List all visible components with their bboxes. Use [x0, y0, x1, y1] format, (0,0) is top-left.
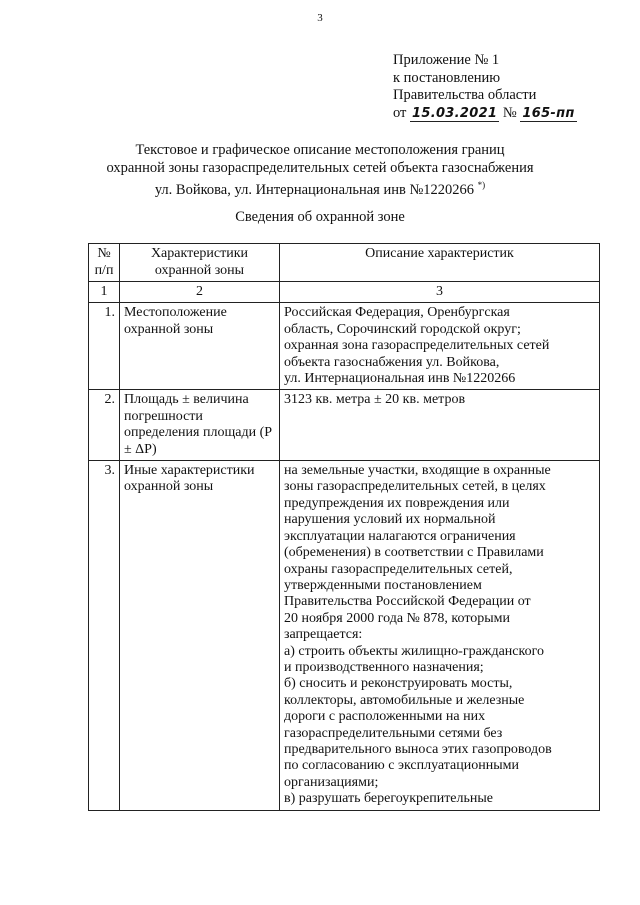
row-num: 2. — [89, 390, 120, 461]
description-line: ул. Интернациональная инв №1220266 — [284, 371, 516, 387]
number-prefix: № — [502, 104, 517, 121]
handwritten-date: 15.03.2021 — [412, 105, 498, 121]
document-title — [0, 142, 640, 199]
footnote-mark: *) — [477, 180, 486, 190]
appendix-line-1: Приложение № 1 — [393, 52, 500, 68]
row-characteristic: Местоположение охранной зоны — [120, 303, 280, 390]
title-line-3 — [0, 177, 640, 199]
description-line: в) разрушать берегоукрепительные — [284, 791, 494, 807]
row-description — [280, 303, 600, 390]
description-line: охраны газораспределительных сетей, — [284, 561, 513, 577]
table-row — [89, 390, 600, 461]
row-num: 3. — [89, 461, 120, 811]
index-cell-1: 1 — [89, 282, 120, 303]
appendix-date-line — [393, 105, 633, 123]
description-line: объекта газоснабжения ул. Войкова, — [284, 354, 500, 370]
description-line: дороги с расположенными на них — [284, 709, 486, 725]
description-line: газораспределительными сетями без — [284, 725, 503, 741]
description-line: на земельные участки, входящие в охранные — [284, 463, 551, 479]
description-line: по согласованию с эксплуатационными — [284, 758, 519, 774]
table-index-row — [89, 282, 600, 303]
title-line-3-text: ул. Войкова, ул. Интернациональная инв №1220266 — [154, 181, 475, 198]
description-line: а) строить объекты жилищно-гражданского — [284, 643, 544, 659]
header-num: № п/п — [89, 244, 120, 282]
title-line-1: Текстовое и графическое описание местоположения границ — [135, 142, 505, 158]
description-line: 3123 кв. метра ± 20 кв. метров — [284, 392, 466, 408]
description-line: Правительства Российской Федерации от — [284, 594, 531, 610]
description-line: предупреждения их повреждения или — [284, 495, 510, 511]
title-line-2: охранной зоны газораспределительных сетей объекта газоснабжения — [106, 159, 534, 176]
description-line: (обременения) в соответствии с Правилами — [284, 545, 544, 561]
description-line: эксплуатации налагаются ограничения — [284, 528, 516, 544]
appendix-line-2: к постановлению — [393, 69, 501, 86]
description-line: зоны газораспределительных сетей, в целях — [284, 479, 546, 495]
row-description — [280, 461, 600, 811]
description-line: Российская Федерация, Оренбургская — [284, 305, 510, 321]
handwritten-number: 165-пп — [522, 105, 575, 121]
row-description — [280, 390, 600, 461]
description-line: предварительного выноса этих газопроводов — [284, 741, 552, 757]
description-line: запрещается: — [284, 627, 363, 643]
index-cell-2: 2 — [120, 282, 280, 303]
description-line: охранная зона газораспределительных сетей — [284, 338, 550, 354]
description-line: область, Сорочинский городской округ; — [284, 321, 521, 337]
appendix-line-3: Правительства области — [393, 87, 537, 103]
description-line: организациями; — [284, 774, 379, 790]
description-line: и производственного назначения; — [284, 659, 484, 675]
table-header-row — [89, 244, 600, 282]
appendix-block — [393, 52, 633, 122]
page-number: 3 — [317, 12, 323, 24]
table-row — [89, 461, 600, 811]
description-line: б) сносить и реконструировать мосты, — [284, 676, 513, 692]
index-cell-3: 3 — [280, 282, 600, 303]
protection-zone-table — [88, 243, 600, 811]
description-line: нарушения условий их нормальной — [284, 512, 496, 528]
row-characteristic: Иные характеристики охранной зоны — [120, 461, 280, 811]
date-prefix: от — [393, 104, 407, 121]
header-description: Описание характеристик — [280, 244, 600, 282]
table-row — [89, 303, 600, 390]
description-line: утвержденными постановлением — [284, 577, 482, 593]
description-line: 20 ноября 2000 года № 878, которыми — [284, 610, 511, 626]
row-characteristic: Площадь ± величина погрешности определения площади (Р ± ΔР) — [120, 390, 280, 461]
row-num: 1. — [89, 303, 120, 390]
header-characteristic: Характеристики охранной зоны — [120, 244, 280, 282]
description-line: коллекторы, автомобильные и железные — [284, 692, 525, 708]
section-title: Сведения об охранной зоне — [235, 209, 405, 225]
